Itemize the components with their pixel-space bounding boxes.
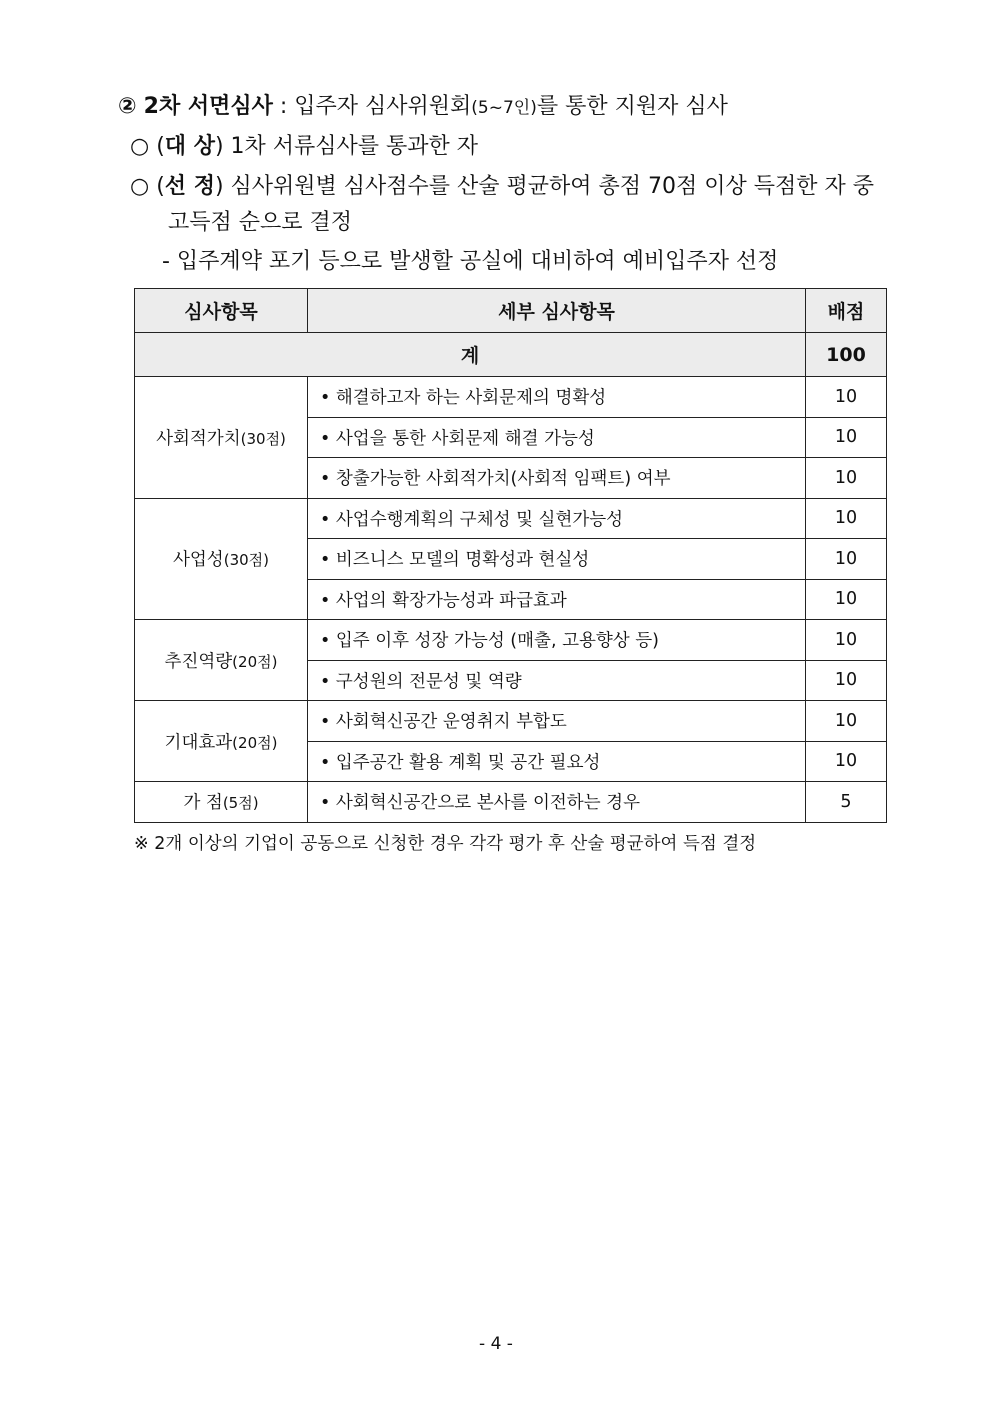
bullet-dot-icon: •	[320, 428, 331, 449]
bullet-dot-icon: •	[320, 752, 331, 773]
detail-text: 사회혁신공간으로 본사를 이전하는 경우	[335, 793, 640, 814]
category-points: (20점)	[232, 733, 278, 752]
detail-cell	[308, 417, 806, 458]
header-category: 심사항목	[135, 289, 308, 333]
detail-cell	[308, 620, 806, 661]
category-cell	[135, 620, 308, 701]
detail-text: 사업을 통한 사회문제 해결 가능성	[335, 428, 595, 449]
bullet-dot-icon: •	[320, 509, 331, 530]
detail-cell	[308, 660, 806, 701]
category-cell	[135, 377, 308, 499]
detail-cell	[308, 458, 806, 499]
evaluation-table	[134, 288, 887, 823]
score-cell: 10	[806, 741, 887, 782]
category-cell	[135, 498, 308, 620]
table-row	[135, 701, 887, 742]
category-points: (5점)	[222, 794, 259, 813]
table-header-row	[135, 289, 887, 333]
bullet-selection: ○ (선 정) 심사위원별 심사점수를 산술 평균하여 총점 70점 이상 득점한 자 중	[130, 174, 875, 199]
bullet-target: ○ (대 상) 1차 서류심사를 통과한 자	[130, 134, 479, 159]
category-name: 사업성	[173, 550, 224, 571]
detail-text: 사업수행계획의 구체성 및 실현가능성	[335, 509, 624, 530]
detail-cell	[308, 498, 806, 539]
score-cell: 10	[806, 377, 887, 418]
category-points: (30점)	[223, 551, 269, 570]
category-name: 추진역량	[164, 651, 233, 672]
bullet-dot-icon: •	[320, 631, 331, 652]
circle-bullet-icon: ○	[130, 134, 150, 159]
detail-text: 창출가능한 사회적가치(사회적 임팩트) 여부	[335, 469, 671, 490]
bullet-dot-icon: •	[320, 712, 331, 733]
detail-cell	[308, 579, 806, 620]
score-cell: 5	[806, 782, 887, 823]
detail-text: 입주 이후 성장 가능성 (매출, 고용향상 등)	[335, 631, 659, 652]
circle-bullet-icon: ○	[130, 174, 150, 199]
bullet-dot-icon: •	[320, 550, 331, 571]
bullet-dot-icon: •	[320, 590, 331, 611]
total-value: 100	[806, 333, 887, 377]
detail-text: 비즈니스 모델의 명확성과 현실성	[335, 550, 590, 571]
bullet-dot-icon: •	[320, 469, 331, 490]
bullet-dot-icon: •	[320, 388, 331, 409]
score-cell: 10	[806, 620, 887, 661]
total-label: 계	[135, 333, 806, 377]
score-cell: 10	[806, 539, 887, 580]
detail-text: 사업의 확장가능성과 파급효과	[335, 590, 567, 611]
table-row	[135, 498, 887, 539]
footnote: ※ 2개 이상의 기업이 공동으로 신청한 경우 각각 평가 후 산술 평균하여 득점 결정	[134, 834, 757, 854]
table-row	[135, 782, 887, 823]
bullet-selection-label: 선 정	[164, 174, 215, 199]
bullet-target-text: 1차 서류심사를 통과한 자	[230, 134, 479, 159]
section-heading	[118, 92, 728, 123]
section-desc-a: 입주자 심사위원회	[294, 94, 472, 119]
detail-cell	[308, 741, 806, 782]
section-title: 2차 서면심사	[143, 94, 273, 119]
category-points: (20점)	[232, 652, 278, 671]
score-cell: 10	[806, 458, 887, 499]
detail-cell	[308, 539, 806, 580]
header-score: 배점	[806, 289, 887, 333]
section-desc-small: (5~7인)	[471, 98, 537, 118]
category-name: 기대효과	[164, 732, 233, 753]
table-row	[135, 377, 887, 418]
score-cell: 10	[806, 417, 887, 458]
section-colon: :	[272, 94, 295, 119]
header-detail: 세부 심사항목	[308, 289, 806, 333]
detail-cell	[308, 377, 806, 418]
category-name: 사회적가치	[156, 428, 241, 449]
detail-cell	[308, 782, 806, 823]
page-number: - 4 -	[479, 1334, 513, 1354]
bullet-selection-cont: 고득점 순으로 결정	[168, 210, 353, 235]
section-desc-b: 를 통한 지원자 심사	[536, 94, 728, 119]
category-cell	[135, 701, 308, 782]
sub-note: - 입주계약 포기 등으로 발생할 공실에 대비하여 예비입주자 선정	[162, 249, 779, 274]
score-cell: 10	[806, 660, 887, 701]
detail-text: 해결하고자 하는 사회문제의 명확성	[335, 388, 607, 409]
detail-cell	[308, 701, 806, 742]
detail-text: 사회혁신공간 운영취지 부합도	[335, 712, 567, 733]
detail-text: 구성원의 전문성 및 역량	[335, 671, 522, 692]
bullet-target-label: 대 상	[164, 134, 215, 159]
total-row	[135, 333, 887, 377]
score-cell: 10	[806, 498, 887, 539]
bullet-selection-text: 심사위원별 심사점수를 산술 평균하여 총점 70점 이상 득점한 자 중	[230, 174, 875, 199]
detail-text: 입주공간 활용 계획 및 공간 필요성	[335, 752, 601, 773]
category-cell	[135, 782, 308, 823]
bullet-dot-icon: •	[320, 671, 331, 692]
category-points: (30점)	[240, 429, 286, 448]
section-marker: ②	[118, 94, 137, 119]
table-row	[135, 620, 887, 661]
score-cell: 10	[806, 701, 887, 742]
score-cell: 10	[806, 579, 887, 620]
bullet-dot-icon: •	[320, 793, 331, 814]
category-name: 가 점	[183, 793, 223, 814]
